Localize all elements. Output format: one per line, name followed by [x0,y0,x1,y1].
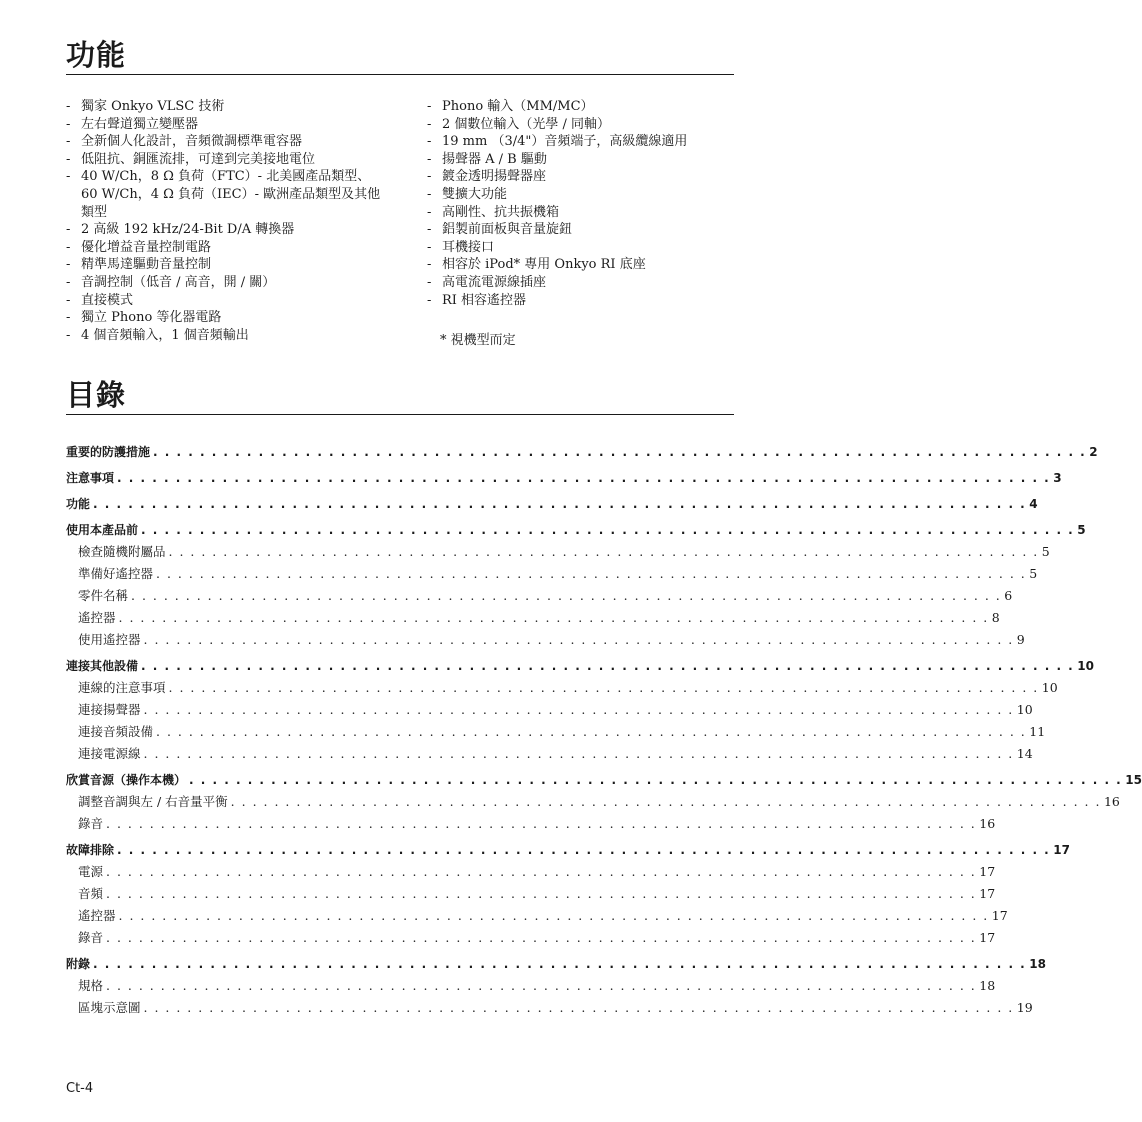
toc-section-entry[interactable] [66,441,1098,463]
toc-leader-dots: . . . . . . . . . . . . . . . . . . . . . . . . . . . . . . . . . . . . . . . . . . . . . . . . . . . . . . . . . . . . . . . . . . . . . . . . . . . . . . . . [118,908,989,923]
toc-page-number: 15 [1125,773,1142,787]
toc-entry-title: 連接其他設備 [66,659,139,673]
toc-subentry[interactable] [66,883,996,905]
feature-item: - 精準馬達驅動音量控制 [66,256,384,274]
toc-section-entry[interactable] [66,467,1062,489]
toc-subentry[interactable] [66,721,1046,743]
feature-item: - Phono 輸入（MM/MC） [427,98,727,116]
toc-page-number: 5 [1029,566,1038,581]
feature-item: - 左右聲道獨立變壓器 [66,116,384,134]
toc-page-number: 4 [1029,497,1038,511]
toc-section-entry[interactable] [66,953,1046,975]
toc-leader-dots: . . . . . . . . . . . . . . . . . . . . . . . . . . . . . . . . . . . . . . . . . . . . . . . . . . . . . . . . . . . . . . . . . . . . . . . . . . . . . . . . [156,724,1027,739]
toc-section [66,467,1062,489]
toc-entry-title: 錄音 [78,930,104,945]
toc-entry-title: 遙控器 [78,610,116,625]
feature-item: - 40 W/Ch，8 Ω 負荷（FTC）- 北美國產品類型、60 W/Ch，4 Ω 負荷（IEC）- 歐洲產品類型及其他類型 [66,168,384,221]
toc-section-entry[interactable] [66,519,1086,541]
toc-entry-title: 使用遙控器 [78,632,141,647]
toc-leader-dots: . . . . . . . . . . . . . . . . . . . . . . . . . . . . . . . . . . . . . . . . . . . . . . . . . . . . . . . . . . . . . . . . . . . . . . . . . . . . . . . . [106,864,977,879]
toc-leader-dots: . . . . . . . . . . . . . . . . . . . . . . . . . . . . . . . . . . . . . . . . . . . . . . . . . . . . . . . . . . . . . . . . . . . . . . . . . . . . . . . . [141,659,1075,673]
toc-section [66,493,1038,515]
toc-entry-title: 功能 [66,497,91,511]
toc-entry-title: 遙控器 [78,908,116,923]
toc-page-number: 3 [1053,471,1062,485]
toc-entry-title: 使用本產品前 [66,523,139,537]
toc-leader-dots: . . . . . . . . . . . . . . . . . . . . . . . . . . . . . . . . . . . . . . . . . . . . . . . . . . . . . . . . . . . . . . . . . . . . . . . . . . . . . . . . [93,497,1027,511]
feature-item: - 低阻抗、銅匯流排，可達到完美接地電位 [66,151,384,169]
toc-page-number: 8 [991,610,1000,625]
toc-leader-dots: . . . . . . . . . . . . . . . . . . . . . . . . . . . . . . . . . . . . . . . . . . . . . . . . . . . . . . . . . . . . . . . . . . . . . . . . . . . . . . . . [189,773,1123,787]
toc-section-entry[interactable] [66,655,1094,677]
toc-page-number: 14 [1016,746,1033,761]
toc-leader-dots: . . . . . . . . . . . . . . . . . . . . . . . . . . . . . . . . . . . . . . . . . . . . . . . . . . . . . . . . . . . . . . . . . . . . . . . . . . . . . . . . [143,632,1014,647]
feature-item: - 19 mm （3/4"）音頻端子，高級纜線適用 [427,133,727,151]
toc-page-number: 5 [1041,544,1050,559]
toc-leader-dots: . . . . . . . . . . . . . . . . . . . . . . . . . . . . . . . . . . . . . . . . . . . . . . . . . . . . . . . . . . . . . . . . . . . . . . . . . . . . . . . . [131,588,1002,603]
feature-item: - 鍍金透明揚聲器座 [427,168,727,186]
toc-entry-title: 連接電源線 [78,746,141,761]
toc-entry-title: 連接揚聲器 [78,702,141,717]
toc-leader-dots: . . . . . . . . . . . . . . . . . . . . . . . . . . . . . . . . . . . . . . . . . . . . . . . . . . . . . . . . . . . . . . . . . . . . . . . . . . . . . . . . [118,610,989,625]
toc-subentry[interactable] [66,743,1033,765]
features-title: 功能 [66,38,127,72]
feature-item: - 直接模式 [66,292,384,310]
toc-page-number: 6 [1004,588,1013,603]
toc-page-number: 17 [979,864,996,879]
toc-page-number: 16 [979,816,996,831]
toc-subentry[interactable] [66,677,1058,699]
toc-section-entry[interactable] [66,769,1142,791]
toc-page-number: 18 [979,978,996,993]
toc-section [66,655,1094,765]
feature-item: - 音調控制（低音 / 高音，開 / 關） [66,274,384,292]
toc-page-number: 18 [1029,957,1046,971]
feature-item: - 獨立 Phono 等化器電路 [66,309,384,327]
feature-item: - 相容於 iPod* 專用 Onkyo RI 底座 [427,256,727,274]
toc-entry-title: 重要的防護措施 [66,445,151,459]
feature-item: - 4 個音頻輸入，1 個音頻輸出 [66,327,384,345]
feature-item: - 2 高級 192 kHz/24-Bit D/A 轉換器 [66,221,384,239]
toc-page-number: 17 [1053,843,1070,857]
toc-page-number: 16 [1103,794,1120,809]
toc-leader-dots: . . . . . . . . . . . . . . . . . . . . . . . . . . . . . . . . . . . . . . . . . . . . . . . . . . . . . . . . . . . . . . . . . . . . . . . . . . . . . . . . [106,816,977,831]
toc-entry-title: 連接音頻設備 [78,724,154,739]
toc-entry-title: 連線的注意事項 [78,680,166,695]
toc-subentry[interactable] [66,607,1000,629]
feature-item: - 鋁製前面板與音量旋鈕 [427,221,727,239]
toc-leader-dots: . . . . . . . . . . . . . . . . . . . . . . . . . . . . . . . . . . . . . . . . . . . . . . . . . . . . . . . . . . . . . . . . . . . . . . . . . . . . . . . . [106,886,977,901]
footnote: * 視機型而定 [440,333,516,348]
features-list-left [66,98,384,344]
feature-item: - RI 相容遙控器 [427,292,727,310]
feature-item: - 高剛性、抗共振機箱 [427,204,727,222]
toc-entry-title: 錄音 [78,816,104,831]
toc-leader-dots: . . . . . . . . . . . . . . . . . . . . . . . . . . . . . . . . . . . . . . . . . . . . . . . . . . . . . . . . . . . . . . . . . . . . . . . . . . . . . . . . [106,930,977,945]
toc-entry-title: 音頻 [78,886,104,901]
feature-item: - 全新個人化設計，音頻微調標準電容器 [66,133,384,151]
toc-entry-title: 零件名稱 [78,588,129,603]
toc-subentry[interactable] [66,541,1050,563]
toc-leader-dots: . . . . . . . . . . . . . . . . . . . . . . . . . . . . . . . . . . . . . . . . . . . . . . . . . . . . . . . . . . . . . . . . . . . . . . . . . . . . . . . . [168,544,1039,559]
toc-page-number: 10 [1077,659,1094,673]
toc-subentry[interactable] [66,927,996,949]
toc-entry-title: 區塊示意圖 [78,1000,141,1015]
toc-subentry[interactable] [66,585,1013,607]
toc-page-number: 17 [979,886,996,901]
toc-entry-title: 電源 [78,864,104,879]
feature-item: - 揚聲器 A / B 驅動 [427,151,727,169]
toc-entry-title: 注意事項 [66,471,115,485]
toc-section-entry[interactable] [66,493,1038,515]
toc-page-number: 17 [991,908,1008,923]
toc-entry-title: 規格 [78,978,104,993]
toc-subentry[interactable] [66,629,1025,651]
feature-item: - 高電流電源線插座 [427,274,727,292]
toc-subentry[interactable] [66,791,1120,813]
toc-section [66,519,1086,651]
toc-entry-title: 準備好遙控器 [78,566,154,581]
toc-leader-dots: . . . . . . . . . . . . . . . . . . . . . . . . . . . . . . . . . . . . . . . . . . . . . . . . . . . . . . . . . . . . . . . . . . . . . . . . . . . . . . . . [143,746,1014,761]
toc-subentry[interactable] [66,861,996,883]
toc-page-number: 2 [1089,445,1098,459]
toc-page-number: 5 [1077,523,1086,537]
toc-entry-title: 故障排除 [66,843,115,857]
toc-section-entry[interactable] [66,839,1070,861]
feature-item: - 耳機接口 [427,239,727,257]
toc-section [66,839,1070,949]
toc-leader-dots: . . . . . . . . . . . . . . . . . . . . . . . . . . . . . . . . . . . . . . . . . . . . . . . . . . . . . . . . . . . . . . . . . . . . . . . . . . . . . . . . [141,523,1075,537]
toc-leader-dots: . . . . . . . . . . . . . . . . . . . . . . . . . . . . . . . . . . . . . . . . . . . . . . . . . . . . . . . . . . . . . . . . . . . . . . . . . . . . . . . . [93,957,1027,971]
toc-section [66,441,1098,463]
table-of-contents [66,441,1142,1023]
features-list-right [427,98,727,309]
toc-entry-title: 附錄 [66,957,91,971]
feature-item: - 2 個數位輸入（光學 / 同軸） [427,116,727,134]
toc-page-number: 10 [1041,680,1058,695]
toc-leader-dots: . . . . . . . . . . . . . . . . . . . . . . . . . . . . . . . . . . . . . . . . . . . . . . . . . . . . . . . . . . . . . . . . . . . . . . . . . . . . . . . . [143,702,1014,717]
toc-subentry[interactable] [66,563,1038,585]
toc-subentry[interactable] [66,975,996,997]
toc-leader-dots: . . . . . . . . . . . . . . . . . . . . . . . . . . . . . . . . . . . . . . . . . . . . . . . . . . . . . . . . . . . . . . . . . . . . . . . . . . . . . . . . [156,566,1027,581]
toc-leader-dots: . . . . . . . . . . . . . . . . . . . . . . . . . . . . . . . . . . . . . . . . . . . . . . . . . . . . . . . . . . . . . . . . . . . . . . . . . . . . . . . . [106,978,977,993]
toc-entry-title: 調整音調與左 / 右音量平衡 [78,794,228,809]
toc-section [66,953,1046,1019]
toc-page-number: 10 [1016,702,1033,717]
toc-entry-title: 欣賞音源（操作本機） [66,773,187,787]
toc-page-number: 17 [979,930,996,945]
toc-leader-dots: . . . . . . . . . . . . . . . . . . . . . . . . . . . . . . . . . . . . . . . . . . . . . . . . . . . . . . . . . . . . . . . . . . . . . . . . . . . . . . . . [168,680,1039,695]
features-heading [66,36,734,75]
toc-leader-dots: . . . . . . . . . . . . . . . . . . . . . . . . . . . . . . . . . . . . . . . . . . . . . . . . . . . . . . . . . . . . . . . . . . . . . . . . . . . . . . . . [117,471,1051,485]
toc-subentry[interactable] [66,905,1008,927]
toc-leader-dots: . . . . . . . . . . . . . . . . . . . . . . . . . . . . . . . . . . . . . . . . . . . . . . . . . . . . . . . . . . . . . . . . . . . . . . . . . . . . . . . . [117,843,1051,857]
toc-page-number: 19 [1016,1000,1033,1015]
toc-section [66,769,1142,835]
feature-item: - 優化增益音量控制電路 [66,239,384,257]
page-number: Ct-4 [66,1081,94,1096]
toc-subentry[interactable] [66,699,1033,721]
feature-item: - 獨家 Onkyo VLSC 技術 [66,98,384,116]
feature-item: - 雙擴大功能 [427,186,727,204]
toc-page-number: 11 [1029,724,1046,739]
toc-title: 目錄 [66,378,127,412]
toc-subentry[interactable] [66,813,996,835]
toc-entry-title: 檢查隨機附屬品 [78,544,166,559]
toc-heading [66,376,734,415]
toc-page-number: 9 [1016,632,1025,647]
toc-leader-dots: . . . . . . . . . . . . . . . . . . . . . . . . . . . . . . . . . . . . . . . . . . . . . . . . . . . . . . . . . . . . . . . . . . . . . . . . . . . . . . . . [143,1000,1014,1015]
toc-subentry[interactable] [66,997,1033,1019]
toc-leader-dots: . . . . . . . . . . . . . . . . . . . . . . . . . . . . . . . . . . . . . . . . . . . . . . . . . . . . . . . . . . . . . . . . . . . . . . . . . . . . . . . . [153,445,1087,459]
toc-leader-dots: . . . . . . . . . . . . . . . . . . . . . . . . . . . . . . . . . . . . . . . . . . . . . . . . . . . . . . . . . . . . . . . . . . . . . . . . . . . . . . . . [230,794,1101,809]
